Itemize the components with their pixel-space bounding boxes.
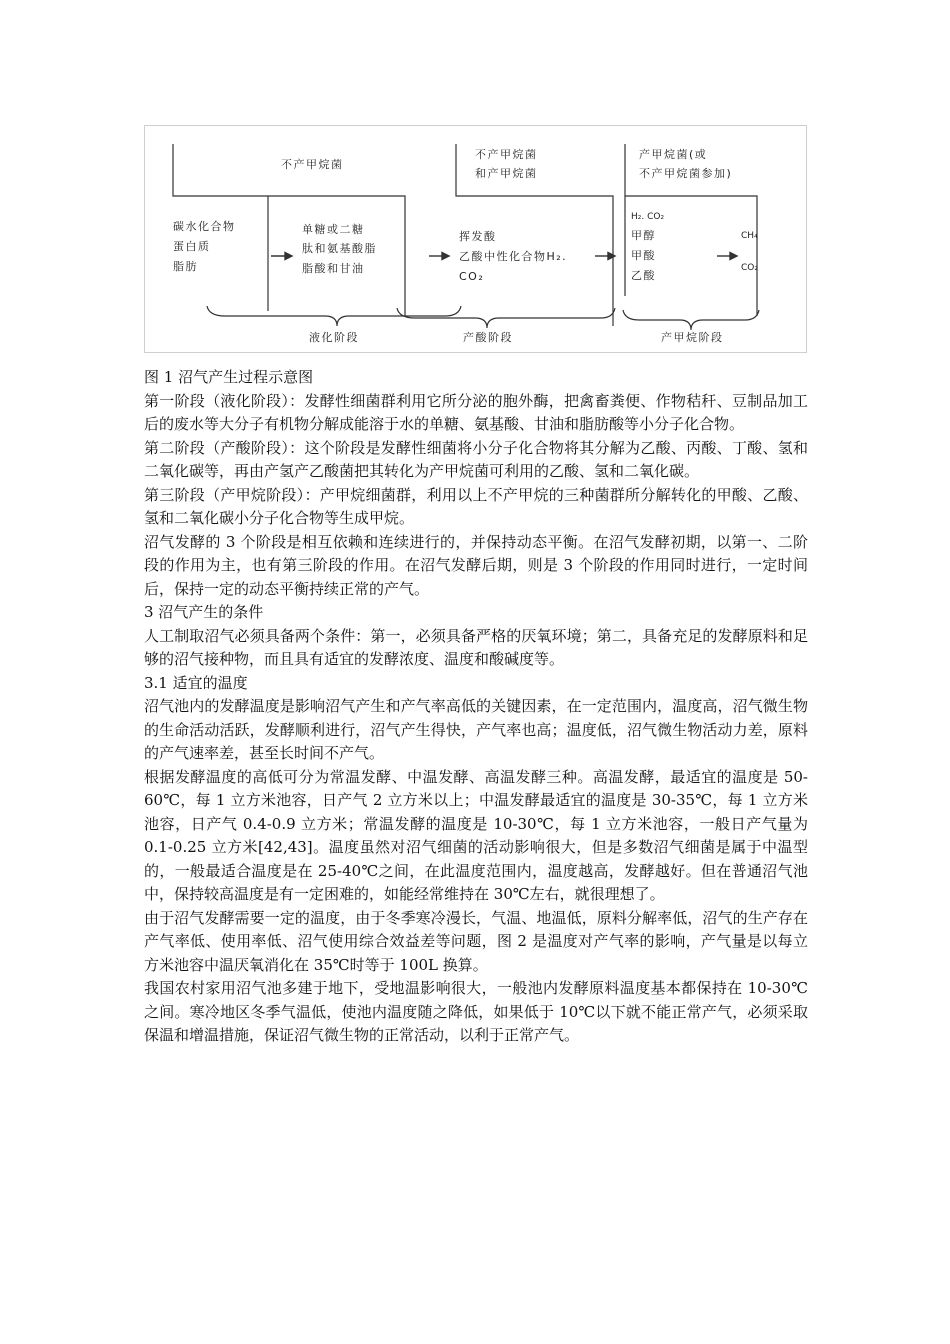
stage-label-liquefaction: 液化阶段	[309, 331, 359, 344]
paragraph: 沼气池内的发酵温度是影响沼气产生和产气率高低的关键因素，在一定范围内，温度高，沼气微生物的生命活动活跃，发酵顺利进行，沼气产生得快，产气率也高；温度低，沼气微生物活动力差，原料的产气速率差，甚至长时间不产气。	[144, 697, 808, 762]
col1-item: 蛋白质	[173, 240, 211, 253]
top-box-2-label-2: 和产甲烷菌	[475, 167, 538, 180]
subsection-heading: 3.1 适宜的温度	[144, 673, 248, 692]
col2-item: 单糖或二糖	[302, 223, 365, 236]
paragraph: 由于沼气发酵需要一定的温度，由于冬季寒冷漫长，气温、地温低，原料分解率低，沼气的生产存在产气率低、使用率低、沼气使用综合效益差等问题，图 2 是温度对产气率的影响，产气量是以每立方米池容中温厌氧消化在 35℃时等于 100L 换算。	[144, 908, 808, 974]
col4-item: 甲醇	[631, 229, 656, 242]
top-box-1-label: 不产甲烷菌	[281, 158, 344, 171]
top-box-3-label-2: 不产甲烷菌参加)	[639, 167, 733, 180]
section-heading: 3 沼气产生的条件	[144, 603, 264, 621]
stage-label-acid: 产酸阶段	[463, 331, 513, 344]
col5-item: CO₂	[741, 263, 758, 273]
arrow-1-head	[285, 253, 292, 260]
paragraph: 第二阶段（产酸阶段）：这个阶段是发酵性细菌将小分子化合物将其分解为乙酸、丙酸、丁酸、氢和二氧化碳等，再由产氢产乙酸菌把其转化为产甲烷菌可利用的乙酸、氢和二氧化碳。	[144, 438, 808, 480]
col5-item: CH₄	[741, 231, 758, 241]
arrow-3-head	[608, 253, 615, 260]
col2-item: 肽和氨基酸脂	[302, 242, 377, 255]
arrow-2-head	[442, 253, 449, 260]
figure-caption: 图 1 沼气产生过程示意图	[144, 368, 314, 386]
col4-item: H₂. CO₂	[631, 212, 665, 222]
paragraph: 沼气发酵的 3 个阶段是相互依赖和连续进行的，并保持动态平衡。在沼气发酵初期，以第一、二阶段的作用为主，也有第三阶段的作用。在沼气发酵后期，则是 3 个阶段的作用同时进行，一定时间后，保持一定的动态平衡持续正常的产气。	[144, 532, 808, 598]
col3-item: CO₂	[459, 270, 485, 283]
paragraph: 人工制取沼气必须具备两个条件：第一，必须具备严格的厌氧环境；第二，具备充足的发酵原料和足够的沼气接种物，而且具有适宜的发酵浓度、温度和酸碱度等。	[144, 626, 808, 668]
paragraph: 我国农村家用沼气池多建于地下，受地温影响很大，一般池内发酵原料温度基本都保持在 10-30℃之间。寒冷地区冬季气温低，使池内温度随之降低，如果低于 10℃以下就不能正常产气，必须采取保温和增温措施，保证沼气微生物的正常活动，以利于正常产气。	[144, 979, 808, 1044]
col1-item: 碳水化合物	[173, 220, 236, 233]
col4-item: 甲酸	[631, 249, 656, 262]
body-text	[144, 366, 808, 1048]
paragraph: 根据发酵温度的高低可分为常温发酵、中温发酵、高温发酵三种。高温发酵，最适宜的温度是 50-60℃，每 1 立方米池容，日产气 2 立方米以上；中温发酵最适宜的温度是 30-35℃，每 1 立方米池容，日产气 0.4-0.9 立方米；常温发酵的温度是 10-30℃，每 1 立方米池容，一般日产气量为 0.1-0.25 立方米[42,43]。温度虽然对沼气细菌的活动影响很大，但是多数沼气细菌是属于中温型的，一般最适合温度是在 25-40℃之间，在此温度范围内，温度越高，发酵越好。但在普通沼气池中，保持较高温度是有一定困难的，如能经常维持在 30℃左右，就很理想了。	[144, 767, 808, 903]
diagram-svg	[145, 126, 808, 354]
brace-2	[397, 308, 615, 328]
col4-item: 乙酸	[631, 269, 656, 282]
process-diagram	[144, 125, 807, 353]
stage-label-methane: 产甲烷阶段	[661, 331, 724, 344]
col3-item: 乙酸中性化合物H₂.	[459, 250, 568, 263]
brace-1	[207, 306, 461, 326]
paragraph: 第三阶段（产甲烷阶段）：产甲烷细菌群，利用以上不产甲烷的三种菌群所分解转化的甲酸、乙酸、氢和二氧化碳小分子化合物等生成甲烷。	[144, 485, 808, 527]
top-box-2-label-1: 不产甲烷菌	[475, 148, 538, 161]
arrow-4-head	[730, 253, 737, 260]
paragraph: 第一阶段（液化阶段）：发酵性细菌群利用它所分泌的胞外酶，把禽畜粪便、作物秸秆、豆制品加工后的废水等大分子有机物分解成能溶于水的单糖、氨基酸、甘油和脂肪酸等小分子化合物。	[144, 391, 808, 433]
col1-item: 脂肪	[173, 260, 198, 273]
col2-item: 脂酸和甘油	[302, 262, 365, 275]
top-box-3-label-1: 产甲烷菌(或	[639, 148, 708, 161]
brace-3	[623, 310, 759, 330]
col3-item: 挥发酸	[459, 230, 497, 243]
